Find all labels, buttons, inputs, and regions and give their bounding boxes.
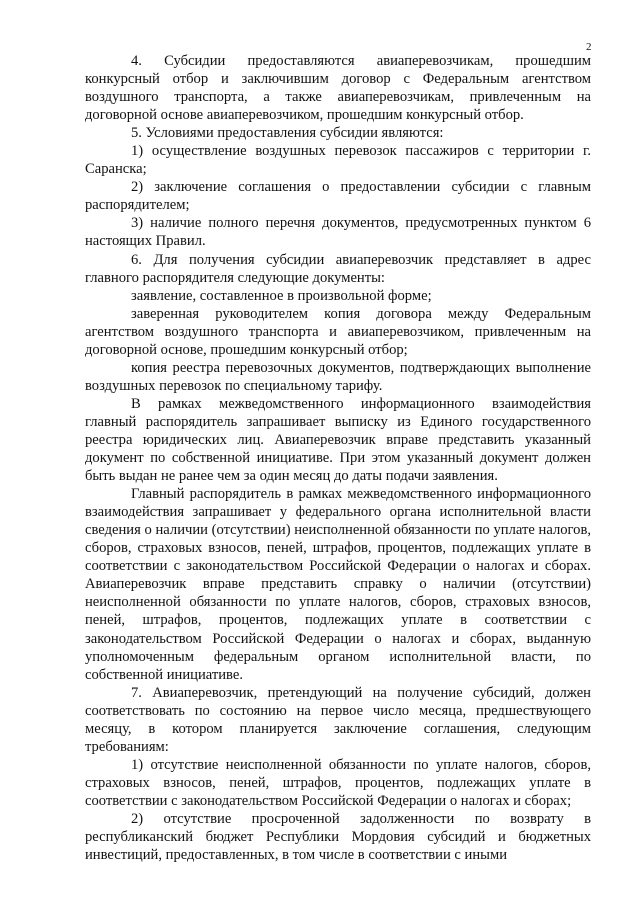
interagency-paragraph-egrul: В рамках межведомственного информационного взаимодействия главный распорядитель запрашивает выписку из Единого государственного реестра юридических лиц. Авиаперевозчик вправе представить указанный документ по собственной инициативе. При этом указанный документ должен быть выдан не ранее чем за один месяц до даты подачи заявления.	[85, 395, 591, 485]
condition-item-1: 1) осуществление воздушных перевозок пассажиров с территории г. Саранска;	[85, 143, 591, 178]
condition-item-3: 3) наличие полного перечня документов, предусмотренных пунктом 6 настоящих Правил.	[85, 215, 591, 250]
document-list-item-2: заверенная руководителем копия договора между Федеральным агентством воздушного транспорта и авиаперевозчиком, привлеченным на договорной основе, прошедшим конкурсный отбор;	[85, 305, 591, 358]
condition-item-2: 2) заключение соглашения о предоставлении субсидии с главным распорядителем;	[85, 179, 591, 214]
paragraph-7: 7. Авиаперевозчик, претендующий на получение субсидий, должен соответствовать по состоянию на первое число месяца, предшествующего месяцу, в котором планируется заключение соглашения, следующим требованиям:	[85, 684, 591, 755]
requirement-item-2: 2) отсутствие просроченной задолженности по возврату в республиканский бюджет Республики Мордовия субсидий и бюджетных инвестиций, предоставленных, в том числе в соответствии с иными	[85, 810, 591, 864]
interagency-paragraph-taxes: Главный распорядитель в рамках межведомственного информационного взаимодействия запрашивает у федерального органа исполнительной власти сведения о наличии (отсутствии) неисполненной обязанности по уплате налогов, сборов, страховых взносов, пеней, штрафов, процентов, подлежащих уплате в соответствии с законодательством Российской Федерации о налогах и сборах. Авиаперевозчик вправе представить справку о наличии (отсутствии) неисполненной обязанности по уплате налогов, сборов, страховых взносов, пеней, штрафов, процентов, подлежащих уплате в соответствии с законодательством Российской Федерации о налогах и сборах, выданную уполномоченным федеральным органом исполнительной власти, по собственной инициативе.	[85, 486, 591, 683]
paragraph-6: 6. Для получения субсидии авиаперевозчик представляет в адрес главного распорядителя следующие документы:	[85, 251, 591, 286]
requirement-item-1: 1) отсутствие неисполненной обязанности по уплате налогов, сборов, страховых взносов, пеней, штрафов, процентов, подлежащих уплате в соответствии с законодательством Российской Федерации о налогах и сборах;	[85, 756, 591, 809]
paragraph-5: 5. Условиями предоставления субсидии являются:	[131, 125, 444, 142]
document-body	[85, 52, 591, 864]
document-list-item-1: заявление, составленное в произвольной форме;	[131, 287, 432, 304]
page-number: 2	[586, 41, 592, 53]
paragraph-4: 4. Субсидии предоставляются авиаперевозчикам, прошедшим конкурсный отбор и заключившим договор с Федеральным агентством воздушного транспорта, а также авиаперевозчикам, привлеченным на договорной основе авиаперевозчиком, прошедшим конкурсный отбор.	[85, 53, 591, 124]
document-list-item-3: копия реестра перевозочных документов, подтверждающих выполнение воздушных перевозок по специальному тарифу.	[85, 359, 591, 394]
